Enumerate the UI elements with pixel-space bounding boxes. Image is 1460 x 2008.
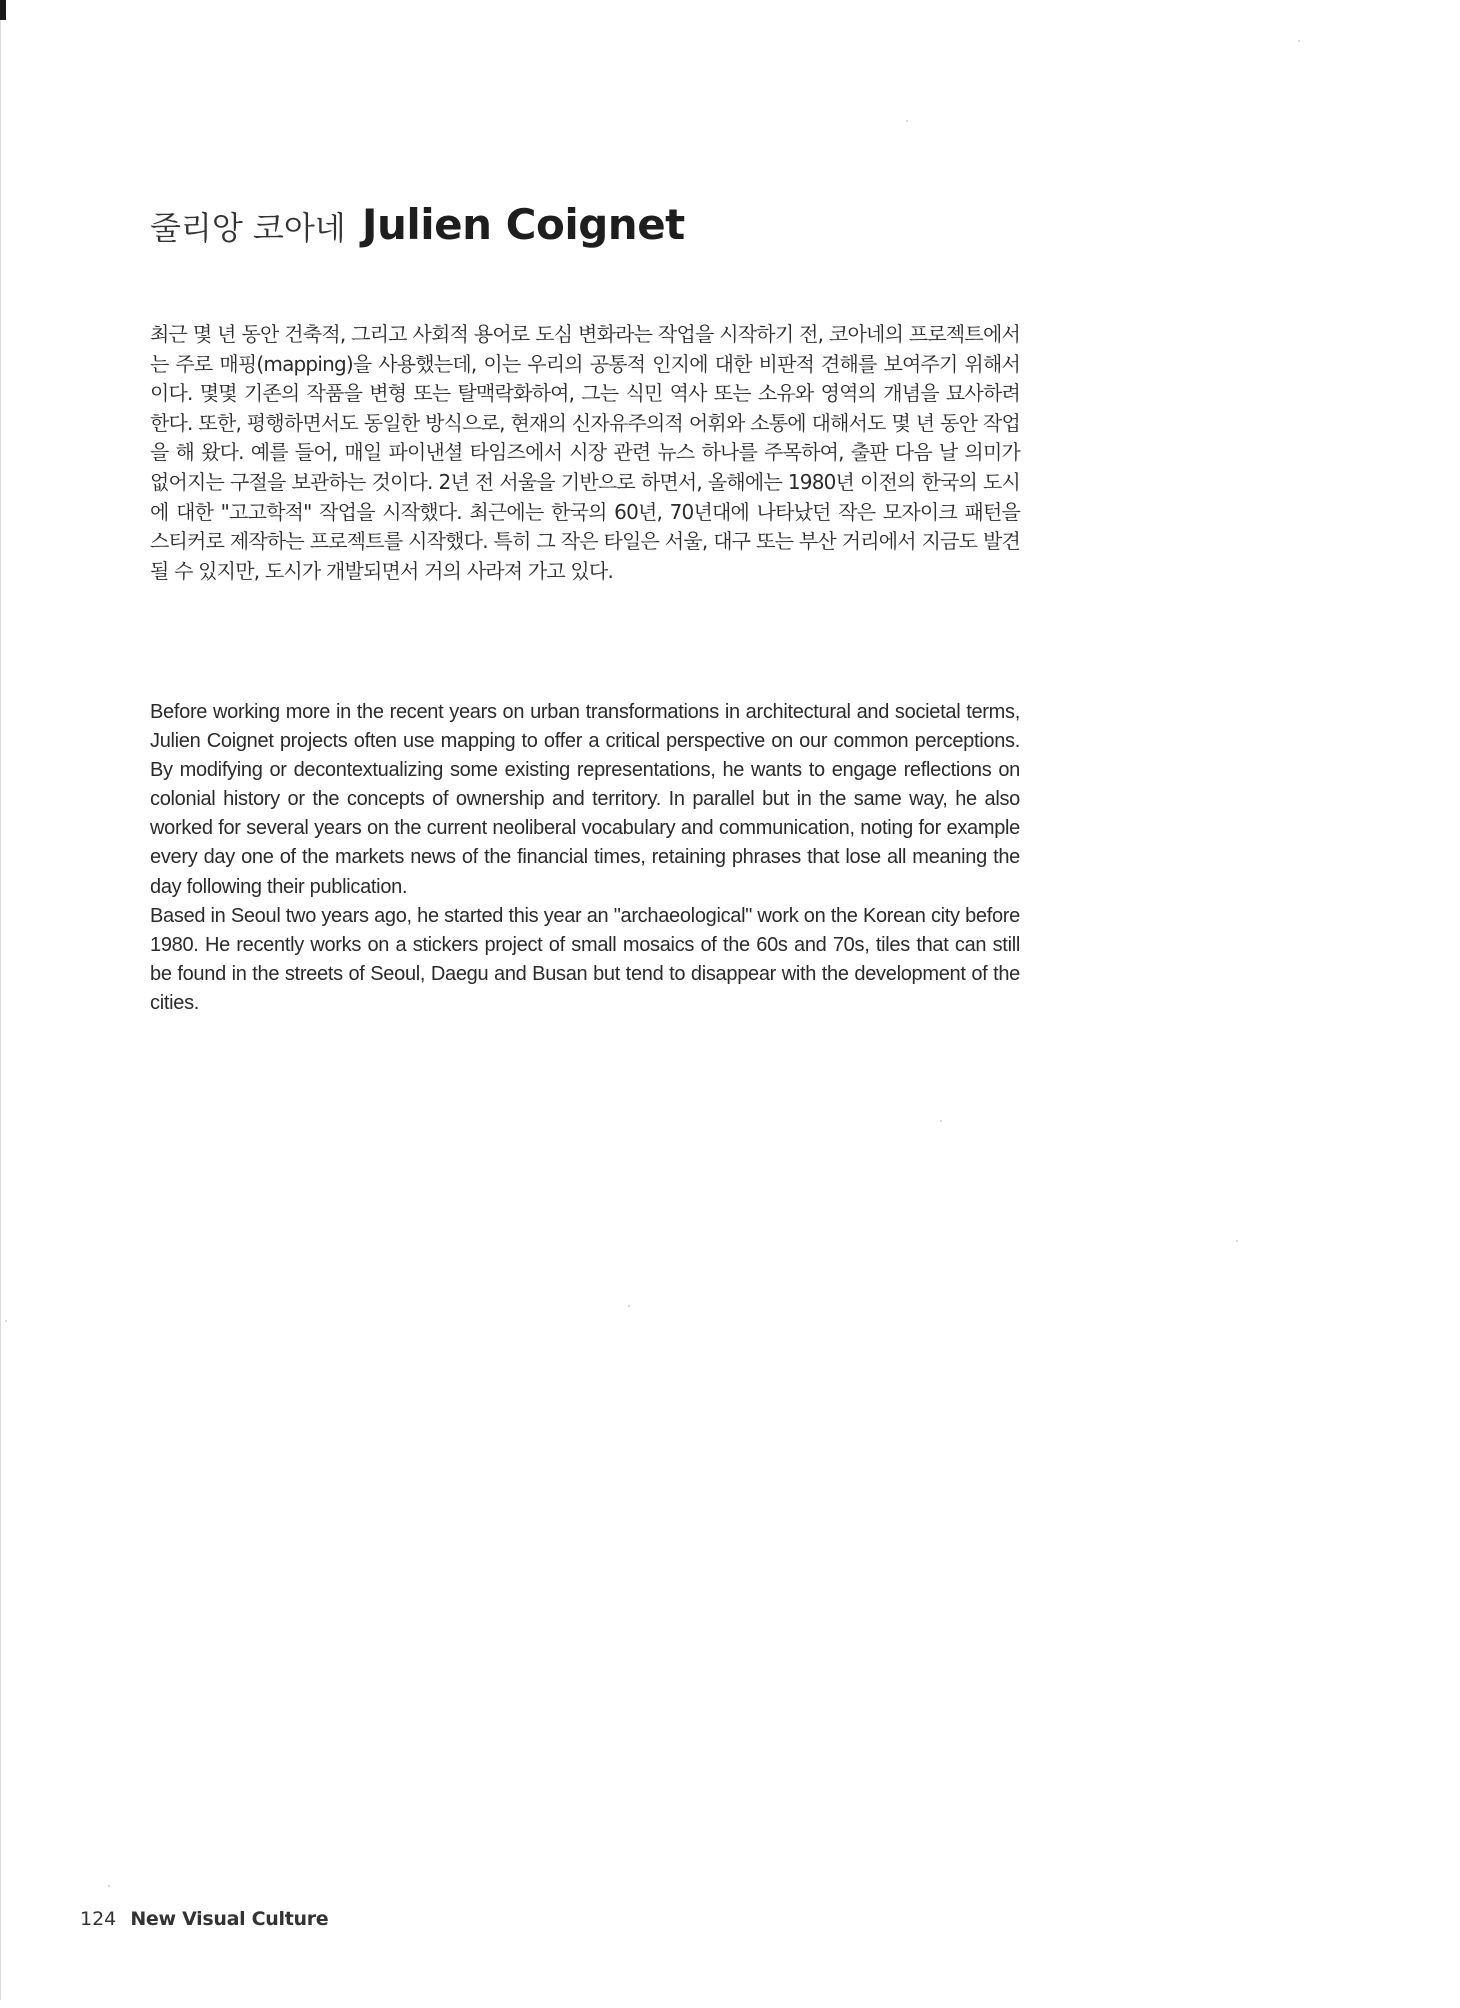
scan-speck (1236, 1240, 1238, 1242)
korean-body-text: 최근 몇 년 동안 건축적, 그리고 사회적 용어로 도심 변화라는 작업을 시작하기 전, 코아네의 프로젝트에서는 주로 매핑(mapping)을 사용했는데, 이는 우리의 공통적 인지에 대한 비판적 견해를 보여주기 위해서이다. 몇몇 기존의 작품을 변형 또는 탈맥락화하여, 그는 식민 역사 또는 소유와 영역의 개념을 묘사하려 한다. 또한, 평행하면서도 동일한 방식으로, 현재의 신자유주의적 어휘와 소통에 대해서도 몇 년 동안 작업을 해 왔다. 예를 들어, 매일 파이낸셜 타임즈에서 시장 관련 뉴스 하나를 주목하여, 출판 다음 날 의미가 없어지는 구절을 보관하는 것이다. 2년 전 서울을 기반으로 하면서, 올해에는 1980년 이전의 한국의 도시에 대한 "고고학적" 작업을 시작했다. 최근에는 한국의 60년, 70년대에 나타났던 작은 모자이크 패턴을 스티커로 제작하는 프로젝트를 시작했다. 특히 그 작은 타일은 서울, 대구 또는 부산 거리에서 지금도 발견될 수 있지만, 도시가 개발되면서 거의 사라져 가고 있다. (150, 322, 1020, 583)
scan-speck (628, 1305, 630, 1307)
publication-name: New Visual Culture (130, 1908, 329, 1930)
scan-speck (108, 1885, 110, 1887)
scan-speck (1298, 40, 1300, 42)
scan-speck (940, 1120, 942, 1122)
article-title (150, 200, 685, 249)
english-paragraph-1: Before working more in the recent years on urban transformations in architectural and societal terms, Julien Coignet projects often use mapping to offer a critical perspective on our common perceptions. By modifying or decontextualizing some existing representations, he wants to engage reflections on colonial history or the concepts of ownership and territory. In parallel but in the same way, he also worked for several years on the current neoliberal vocabulary and communication, noting for example every day one of the markets news of the financial times, retaining phrases that lose all meaning the day following their publication. (150, 701, 1020, 898)
scan-edge-mark (0, 0, 6, 20)
title-korean: 줄리앙 코아네 (150, 209, 346, 247)
page-number: 124 (80, 1908, 117, 1930)
title-english: Julien Coignet (361, 200, 685, 249)
english-body-text (150, 698, 1020, 1018)
scan-speck (906, 120, 908, 122)
scan-speck (5, 1320, 7, 1322)
scan-edge-line (0, 20, 1, 2000)
english-paragraph-2: Based in Seoul two years ago, he started this year an "archaeological" work on the Korean city before 1980. He recently works on a stickers project of small mosaics of the 60s and 70s, tiles that can still be found in the streets of Seoul, Daegu and Busan but tend to disappear with the development of the cities. (150, 904, 1020, 1014)
page-footer (80, 1908, 328, 1930)
